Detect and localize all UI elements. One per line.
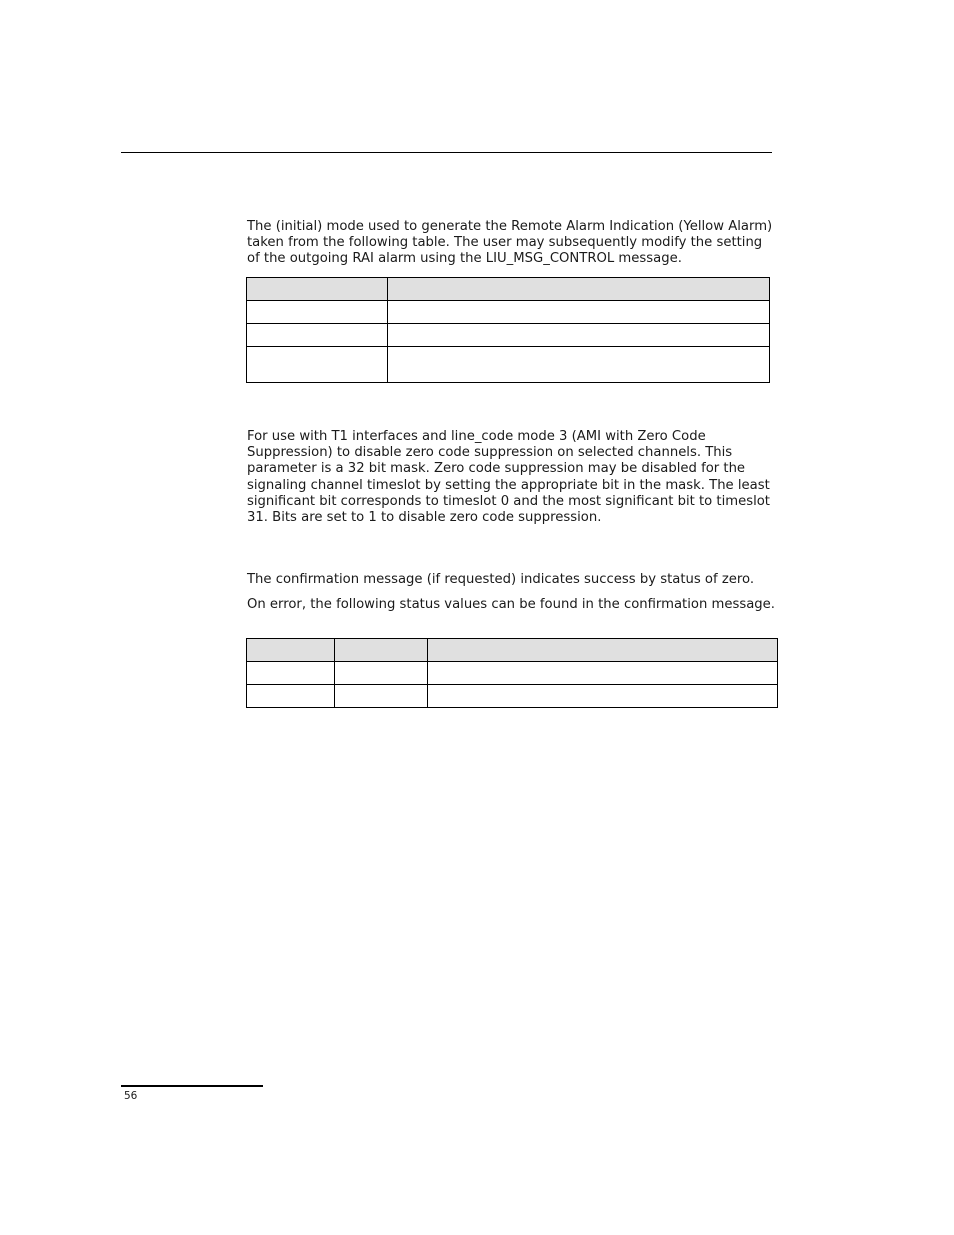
table-header-cell — [388, 278, 770, 301]
table-cell — [335, 662, 428, 685]
table-row — [247, 324, 770, 347]
table-header-row — [247, 639, 778, 662]
table-cell — [247, 662, 335, 685]
table-cell — [388, 347, 770, 383]
table-row — [247, 685, 778, 708]
header-rule — [121, 152, 772, 153]
table-header-cell — [428, 639, 778, 662]
table-cell — [247, 347, 388, 383]
table-cell — [335, 685, 428, 708]
status-values-table — [246, 638, 778, 708]
table-header-cell — [247, 639, 335, 662]
table-cell — [247, 324, 388, 347]
table-cell — [247, 685, 335, 708]
footer-rule — [121, 1085, 263, 1087]
page-number: 56 — [124, 1090, 138, 1102]
table-header-cell — [335, 639, 428, 662]
table-row — [247, 301, 770, 324]
table-row — [247, 347, 770, 383]
table-cell — [388, 301, 770, 324]
table-row — [247, 662, 778, 685]
table-header-row — [247, 278, 770, 301]
table-cell — [247, 301, 388, 324]
error-status-intro: On error, the following status values can be found in the confirmation message. — [247, 597, 775, 612]
zero-code-suppression-description: For use with T1 interfaces and line_code mode 3 (AMI with Zero Code Suppression) to disable zero code suppression on selected channels. This parameter is a 32 bit mask. Zero code suppression may be disabled for the signaling channel timeslot by setting the appropriate bit in the mask. The least significant bit corresponds to timeslot 0 and the most significant bit to timeslot 31. Bits are set to 1 to disable zero code suppression. — [247, 429, 770, 526]
table-header-cell — [247, 278, 388, 301]
table-cell — [428, 662, 778, 685]
table-cell — [428, 685, 778, 708]
table-cell — [388, 324, 770, 347]
rai-description: The (initial) mode used to generate the Remote Alarm Indication (Yellow Alarm) taken from the following table. The user may subsequently modify the setting of the outgoing RAI alarm using the LIU_MSG_CONTROL message. — [247, 219, 773, 267]
confirmation-description: The confirmation message (if requested) indicates success by status of zero. — [247, 572, 755, 587]
rai-mode-table — [246, 277, 770, 383]
